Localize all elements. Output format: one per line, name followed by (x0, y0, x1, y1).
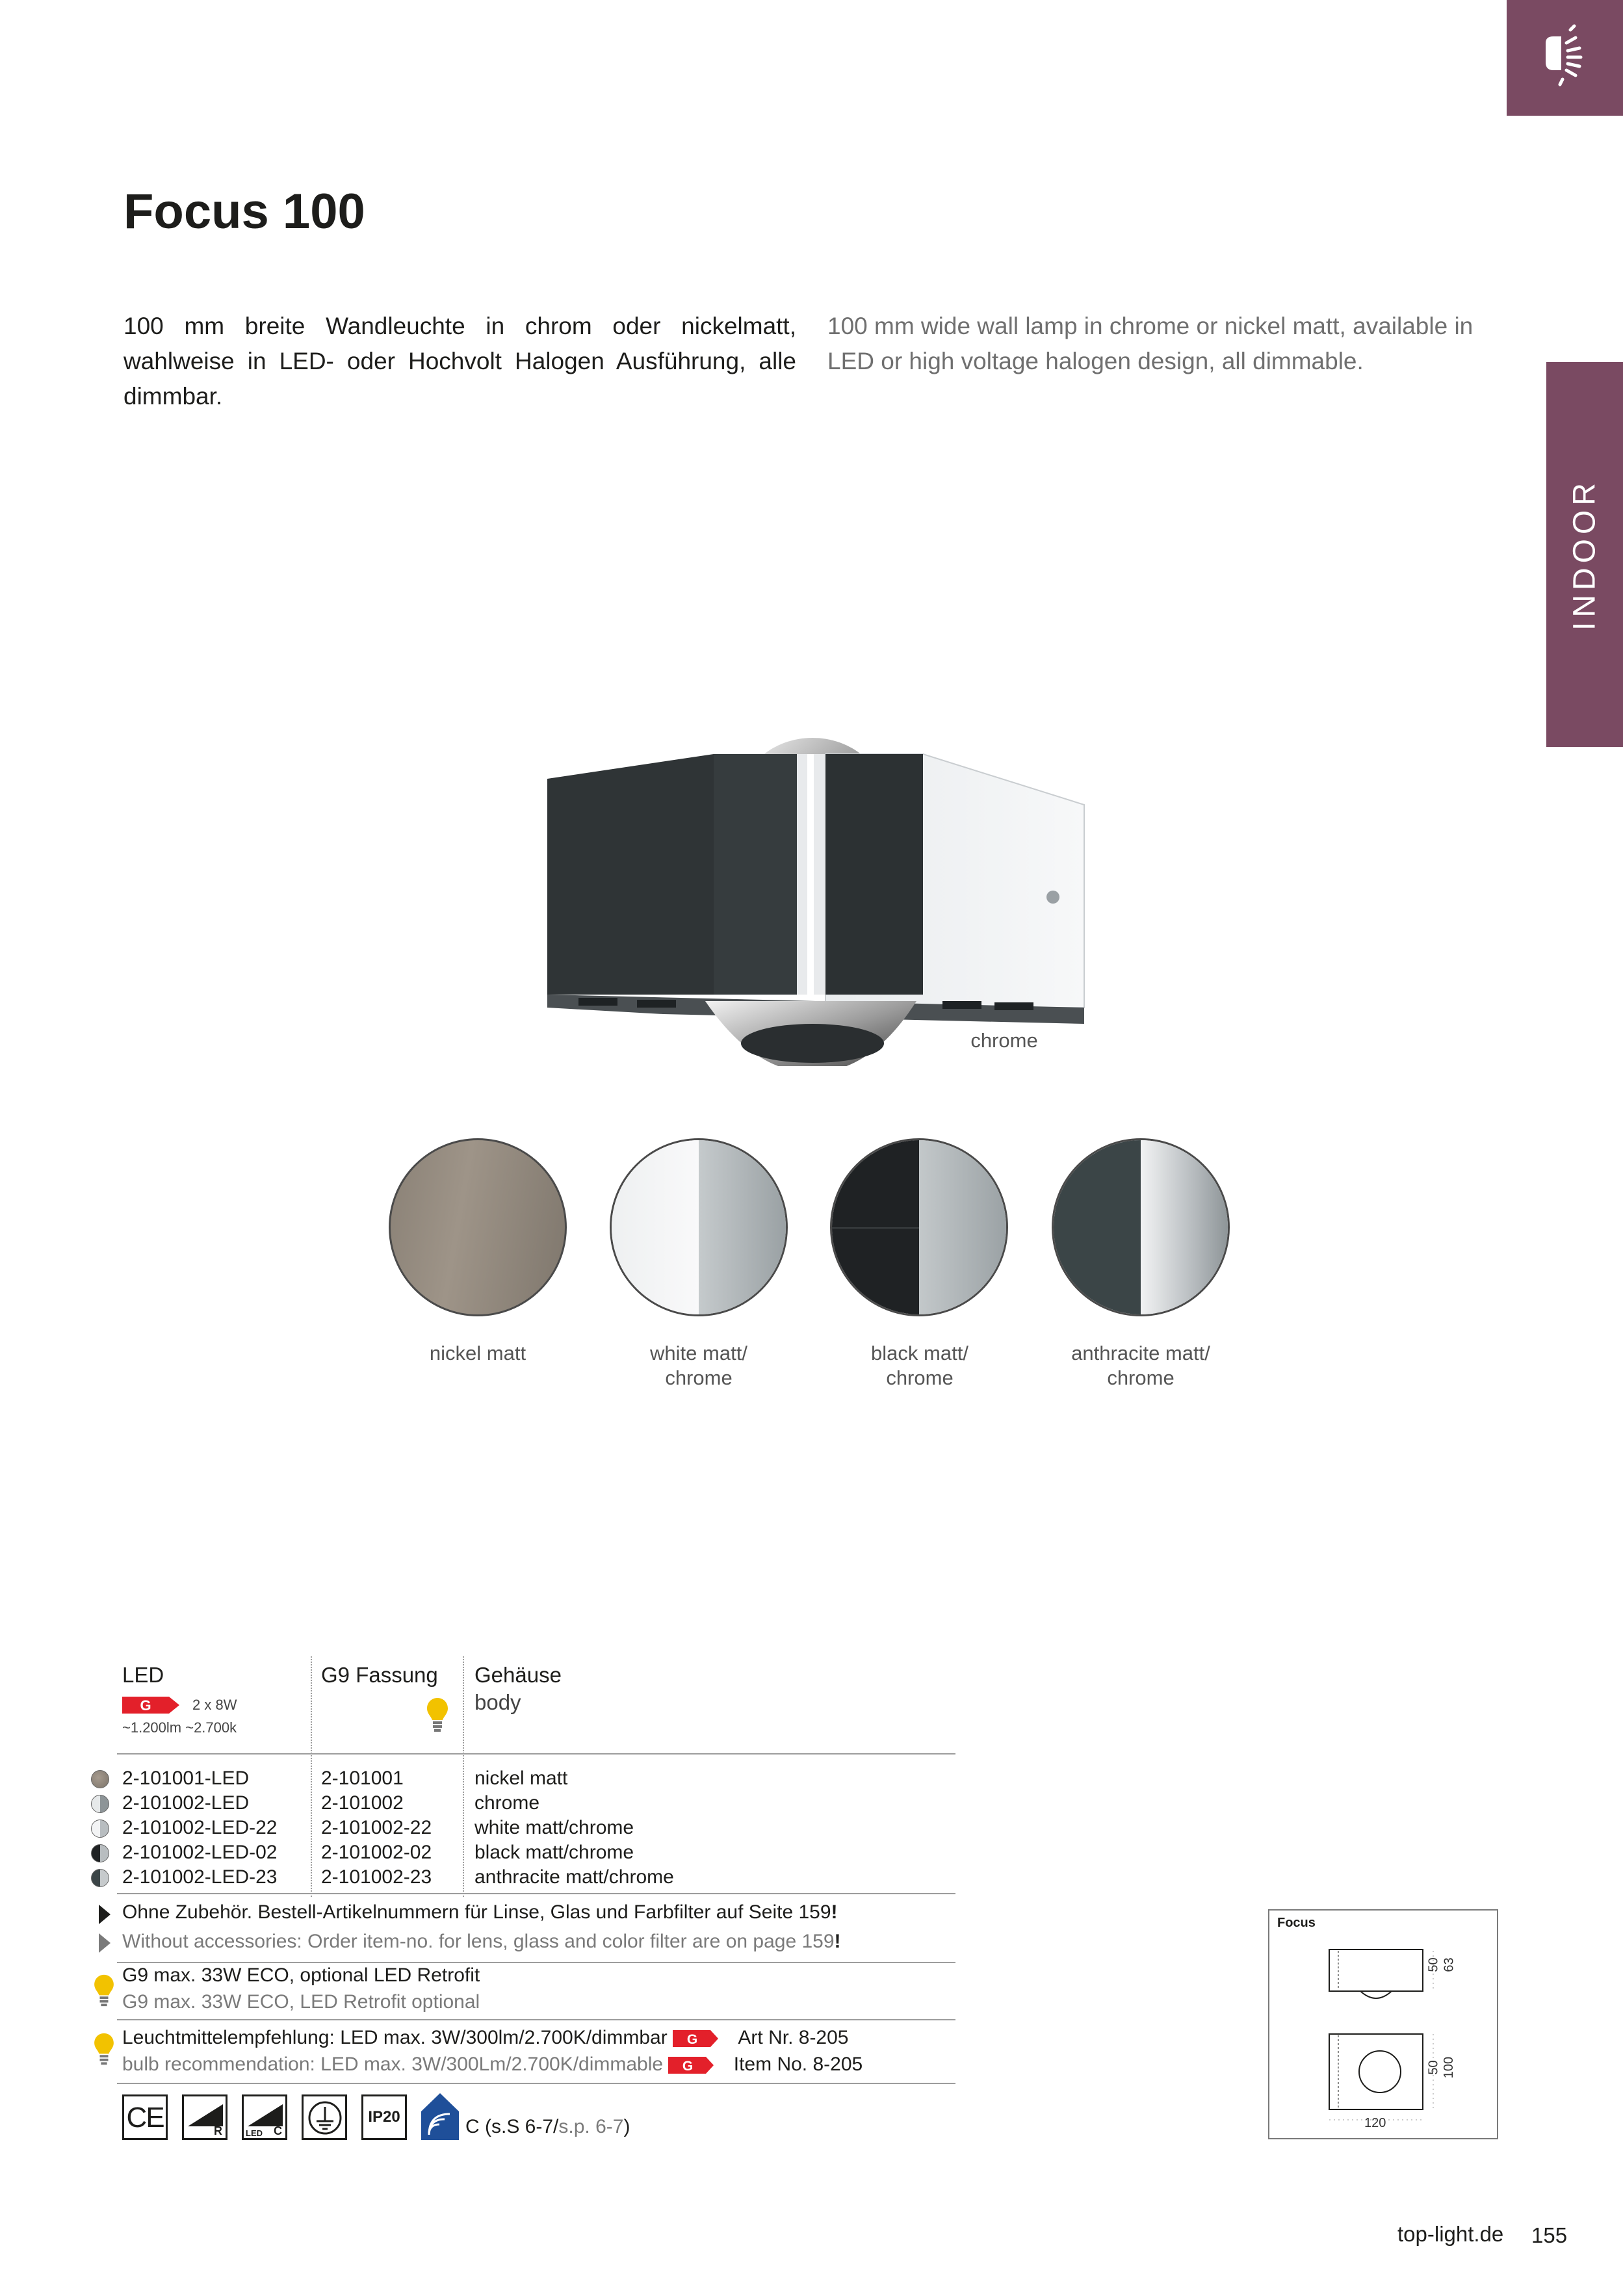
svg-text:G: G (682, 2059, 694, 2074)
led-power: 2 x 8W (192, 1697, 237, 1713)
description-en: 100 mm wide wall lamp in chrome or nickel matt, available in LED or high voltage halogen design, all dimmable. (827, 313, 1474, 374)
finish-label-anthracite: anthracite matt/ chrome (1071, 1342, 1210, 1389)
finish-label-nickel: nickel matt (429, 1342, 526, 1364)
dimension-drawing (1269, 1911, 1497, 2138)
energy-label-badge (668, 2056, 715, 2074)
technical-drawing: Focus 50 63 50 100 120 (1268, 1909, 1498, 2139)
swatch-nickel-matt (389, 1138, 567, 1316)
finish-dot-black (91, 1844, 109, 1862)
finish-dot-nickel (91, 1770, 109, 1788)
arrow-right-icon (97, 1932, 112, 1954)
bulb-recommendation-de: Leuchtmittelempfehlung: LED max. 3W/300lm/2.700K/dimmbar G Art Nr. 8-205 (122, 2027, 849, 2048)
header-body-de: Gehäuse (474, 1663, 562, 1687)
finish-dot-chrome (91, 1795, 109, 1813)
led-spec: ~1.200lm ~2.700k (122, 1719, 237, 1736)
bulb-recommendation-en: bulb recommendation: LED max. 3W/300Lm/2.700K/dimmable G Item No. 8-205 (122, 2054, 863, 2075)
energy-label-badge (673, 2029, 720, 2048)
g9-note-de: G9 max. 33W ECO, optional LED Retrofit (122, 1964, 480, 1986)
finish-label-black: black matt/ chrome (871, 1342, 968, 1389)
divider (311, 1656, 315, 1897)
page-title: Focus 100 (123, 184, 365, 239)
finish-dot-anthracite (91, 1869, 109, 1887)
energy-class-house-icon (420, 2092, 460, 2141)
divider (117, 1753, 955, 1755)
bulb-icon (93, 2032, 115, 2066)
protective-earth-icon (302, 2094, 347, 2140)
ip20-icon: IP20 (361, 2094, 407, 2140)
energy-class-note: C (s.S 6-7/s.p. 6-7) (465, 2116, 630, 2137)
table-column-body: nickel matt chrome white matt/chrome black matt/chrome anthracite matt/chrome (474, 1768, 674, 1888)
section-tab-label: INDOOR (1567, 478, 1602, 631)
dimmable-r-icon: R (182, 2094, 227, 2140)
top-badge (1507, 0, 1623, 116)
table-column-g9: 2-101001 2-101002 2-101002-22 2-101002-02 2-101002-23 (321, 1768, 432, 1888)
divider (117, 2083, 955, 2084)
energy-label-badge (122, 1695, 181, 1715)
swatch-black-chrome (830, 1138, 1008, 1316)
header-body-en: body (474, 1690, 521, 1714)
product-image (539, 728, 1092, 1066)
footer-url[interactable]: top-light.de (1397, 2222, 1504, 2246)
accessories-note-de: Ohne Zubehör. Bestell-Artikelnummern für Linse, Glas und Farbfilter auf Seite 159! (122, 1901, 838, 1923)
svg-text:G: G (686, 2032, 698, 2048)
swatch-white-chrome (610, 1138, 788, 1316)
page-number: 155 (1531, 2223, 1568, 2247)
arrow-right-icon (97, 1903, 112, 1925)
svg-text:G: G (140, 1697, 151, 1714)
divider (117, 1893, 955, 1894)
bulb-icon (426, 1697, 449, 1733)
g9-note-en: G9 max. 33W ECO, LED Retrofit optional (122, 1991, 480, 2013)
finish-dot-white (91, 1820, 109, 1838)
divider (463, 1656, 467, 1897)
description-de: 100 mm breite Wandleuchte in chrom oder nickelmatt, wahlweise in LED- oder Hochvolt Halogen Ausführung, alle dimmbar. (123, 313, 796, 410)
dimmable-led-c-icon: LED C (242, 2094, 287, 2140)
table-row: 2-101001-LED 2-101002-LED 2-101002-LED-22 2-101002-LED-02 2-101002-LED-23 (122, 1768, 278, 1888)
header-led: LED (122, 1663, 164, 1687)
header-g9: G9 Fassung (321, 1663, 438, 1687)
hero-caption: chrome (970, 1029, 1038, 1052)
section-tab[interactable] (1546, 362, 1623, 747)
ce-mark-icon: CE (122, 2094, 168, 2140)
wall-light-icon (1539, 23, 1598, 88)
swatch-anthracite-chrome (1052, 1138, 1230, 1316)
accessories-note-en: Without accessories: Order item-no. for lens, glass and color filter are on page 159! (122, 1931, 841, 1952)
finish-label-white: white matt/ chrome (650, 1342, 747, 1389)
bulb-icon (93, 1974, 115, 2007)
divider (117, 2019, 955, 2020)
